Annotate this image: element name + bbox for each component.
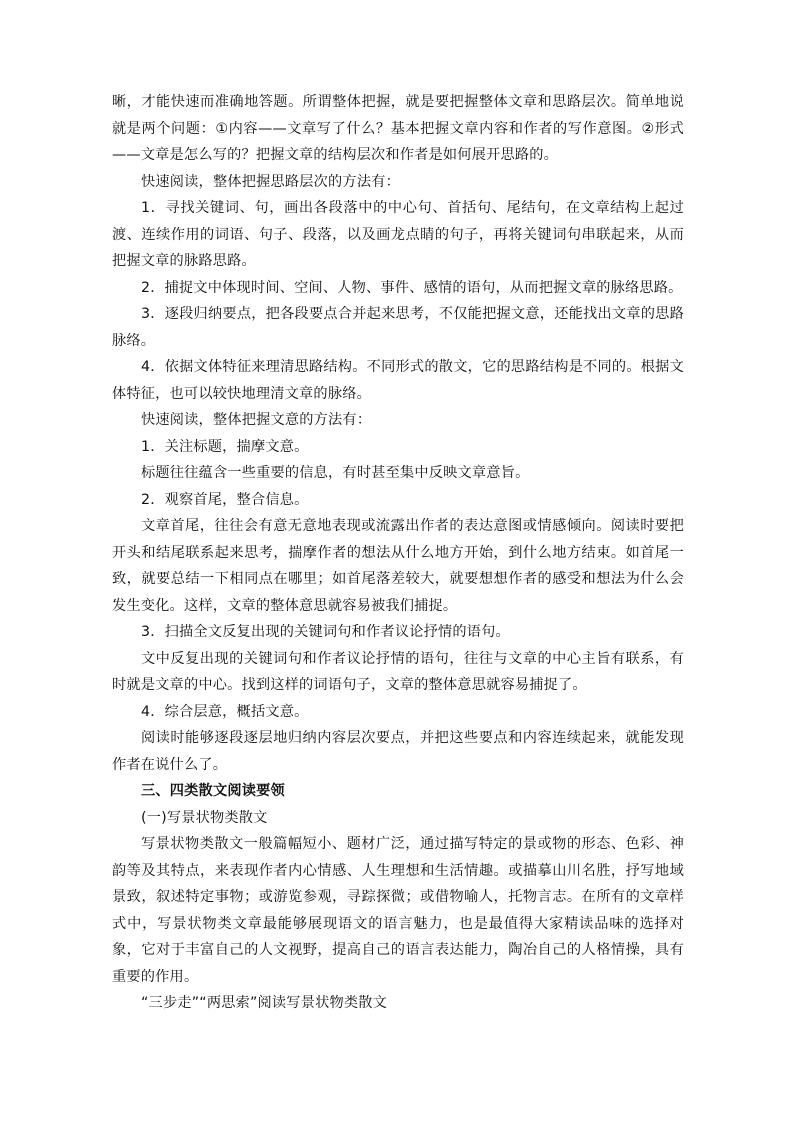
list-item: 3．逐段归纳要点，把各段要点合并起来思考，不仅能把握文意，还能找出文章的思路脉络。 — [112, 306, 684, 349]
list-item: 2．观察首尾，整合信息。 — [141, 491, 309, 508]
list-item: 4．综合层意，概括文意。 — [141, 703, 309, 720]
paragraph: 快速阅读，整体把握文意的方法有： — [141, 412, 372, 428]
document-body — [112, 89, 684, 1017]
paragraph: 写景状物类散文一般篇幅短小、题材广泛，通过描写特定的景或物的形态、色彩、神韵等及其特点，来表现作者内心情感、人生理想和生活情趣。或描摹山川名胜，抒写地域景致，叙述特定事物；或游览参观，寻踪探微；或借物喻人，托物言志。在所有的文章样式中，写景状物类文章最能够展现语文的语言魅力，也是最值得大家精读品味的选择对象，它对于丰富自己的人文视野，提高自己的语言表达能力，陶冶自己的人格情操，具有重要的作用。 — [112, 836, 684, 985]
paragraph: 标题往往蕴含一些重要的信息，有时甚至集中反映文章意旨。 — [141, 465, 530, 481]
paragraph: 文章首尾，往往会有意无意地表现或流露出作者的表达意图或情感倾向。阅读时要把开头和结尾联系起来思考，揣摩作者的想法从什么地方开始，到什么地方结束。如首尾一致，就要总结一下相同点在哪里；如首尾落差较大，就要想想作者的感受和想法为什么会发生变化。这样，文章的整体意思就容易被我们捕捉。 — [112, 518, 684, 614]
paragraph: “三步走”“两思索”阅读写景状物类散文 — [141, 995, 388, 1011]
list-item: 1．寻找关键词、句，画出各段落中的中心句、首括句、尾结句，在文章结构上起过渡、连续作用的词语、句子、段落，以及画龙点睛的句子，再将关键词句串联起来，从而把握文章的脉路思路。 — [112, 200, 684, 269]
paragraph: 文中反复出现的关键词句和作者议论抒情的语句，往往与文章的中心主旨有联系，有时就是文章的中心。找到这样的词语句子，文章的整体意思就容易捕捉了。 — [112, 650, 684, 693]
paragraph: 阅读时能够逐段逐层地归纳内容层次要点，并把这些要点和内容连续起来，就能发现作者在说什么了。 — [112, 730, 684, 773]
paragraph: 晰，才能快速而准确地答题。所谓整体把握，就是要把握整体文章和思路层次。简单地说就是两个问题：①内容——文章写了什么？基本把握文章内容和作者的写作意图。②形式——文章是怎么写的？把握文章的结构层次和作者是如何展开思路的。 — [112, 94, 684, 163]
list-item: 3．扫描全文反复出现的关键词句和作者议论抒情的语句。 — [141, 624, 510, 640]
section-heading: 三、四类散文阅读要领 — [141, 783, 285, 799]
subsection-heading: (一)写景状物类散文 — [141, 809, 268, 826]
list-item: 4．依据文体特征来理清思路结构。不同形式的散文，它的思路结构是不同的。根据文体特征，也可以较快地理清文章的脉络。 — [112, 359, 684, 402]
list-item: 2．捕捉文中体现时间、空间、人物、事件、感情的语句，从而把握文章的脉络思路。 — [141, 279, 683, 296]
list-item: 1．关注标题，揣摩文意。 — [141, 438, 309, 455]
paragraph: 快速阅读，整体把握思路层次的方法有： — [141, 173, 400, 190]
